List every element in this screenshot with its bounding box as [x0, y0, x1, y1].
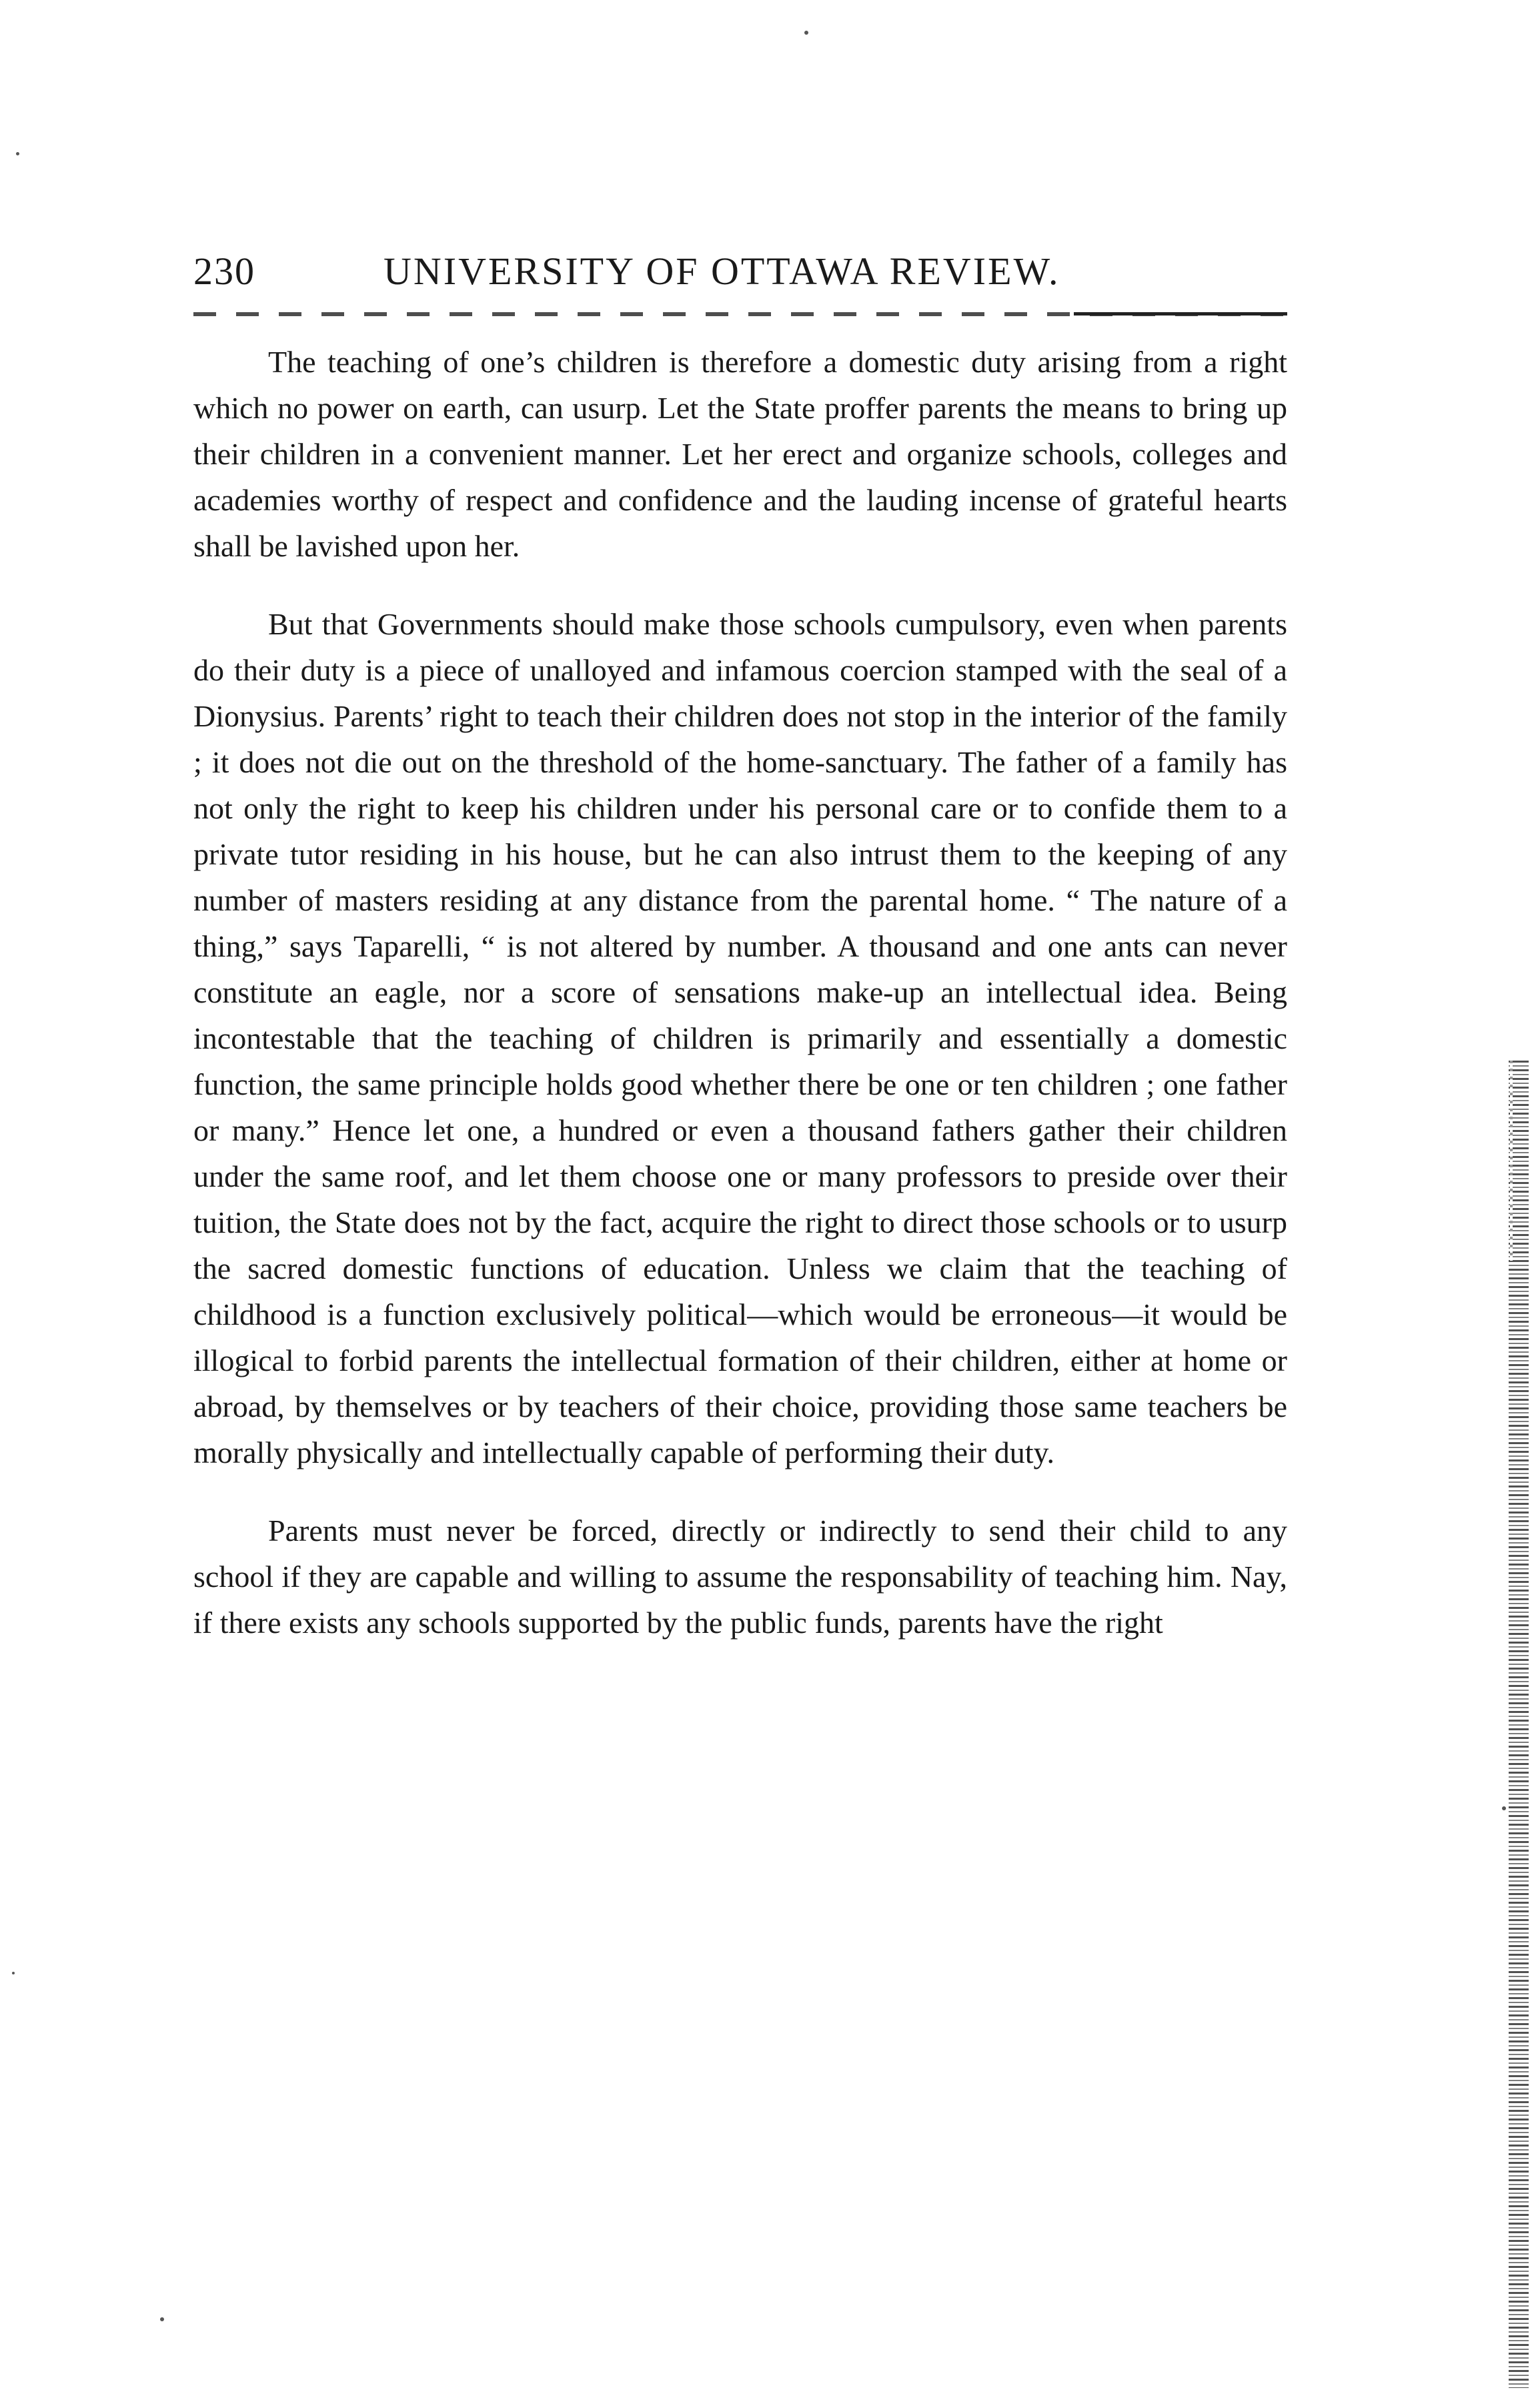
- header-rule-solid: [1074, 312, 1287, 316]
- scan-speck: [804, 31, 808, 35]
- scan-speck: [1502, 1806, 1506, 1810]
- page-edge-scan-artifact-light: [1510, 1061, 1513, 1261]
- body-text: [193, 339, 1287, 1646]
- scan-speck: [12, 1972, 15, 1974]
- paragraph-3: Parents must never be forced, directly or indirectly to send their child to any school if they are capable and willing to assume the responsability of teaching him. Nay, if there exists any schools supported by the public funds, parents have the right: [193, 1514, 1287, 1640]
- paragraph-2: But that Governments should make those schools cumpulsory, even when parents do their duty is a piece of unalloyed and infamous coercion stamped with the seal of a Dionysius. Parents’ right to teach their children does not stop in the interior of the family ; it does not die out on the threshold of the home-sanctuary. The father of a family has not only the right to keep his children under his personal care or to confide them to a private tutor residing in his house, but he can also intrust them to the keeping of any number of masters residing at any distance from the parental home. “ The nature of a thing,” says Taparelli, “ is not altered by number. A thousand and one ants can never constitute an eagle, nor a score of sensations make-up an intellectual idea. Being incontestable that the teaching of children is primarily and essentially a domestic function, the same principle holds good whether there be one or ten children ; one father or many.” Hence let one, a hundred or even a thousand fathers gather their children under the same roof, and let them choose one or many professors to preside over their tuition, the State does not by the fact, acquire the right to direct those schools or to usurp the sacred domestic functions of education. Unless we claim that the teaching of childhood is a function exclusively political—which would be erroneous—it would be illogical to forbid parents the intellectual formation of their children, either at home or abroad, by themselves or by teachers of their choice, providing those same teachers be morally physically and intellectually capable of performing their duty.: [193, 607, 1287, 1469]
- scan-speck: [160, 2317, 164, 2321]
- scan-speck: [16, 152, 19, 155]
- page-number: 230: [193, 249, 255, 293]
- running-head: [193, 243, 1287, 304]
- running-title: UNIVERSITY OF OTTAWA REVIEW.: [383, 249, 1060, 293]
- paragraph-1: The teaching of one’s children is therefore a domestic duty arising from a right which no power on earth, can usurp. Let the State proffer parents the means to bring up their children in a convenient manner. Let her erect and organize schools, colleges and academies worthy of respect and confidence and the lauding incense of grateful hearts shall be lavished upon her.: [193, 345, 1287, 563]
